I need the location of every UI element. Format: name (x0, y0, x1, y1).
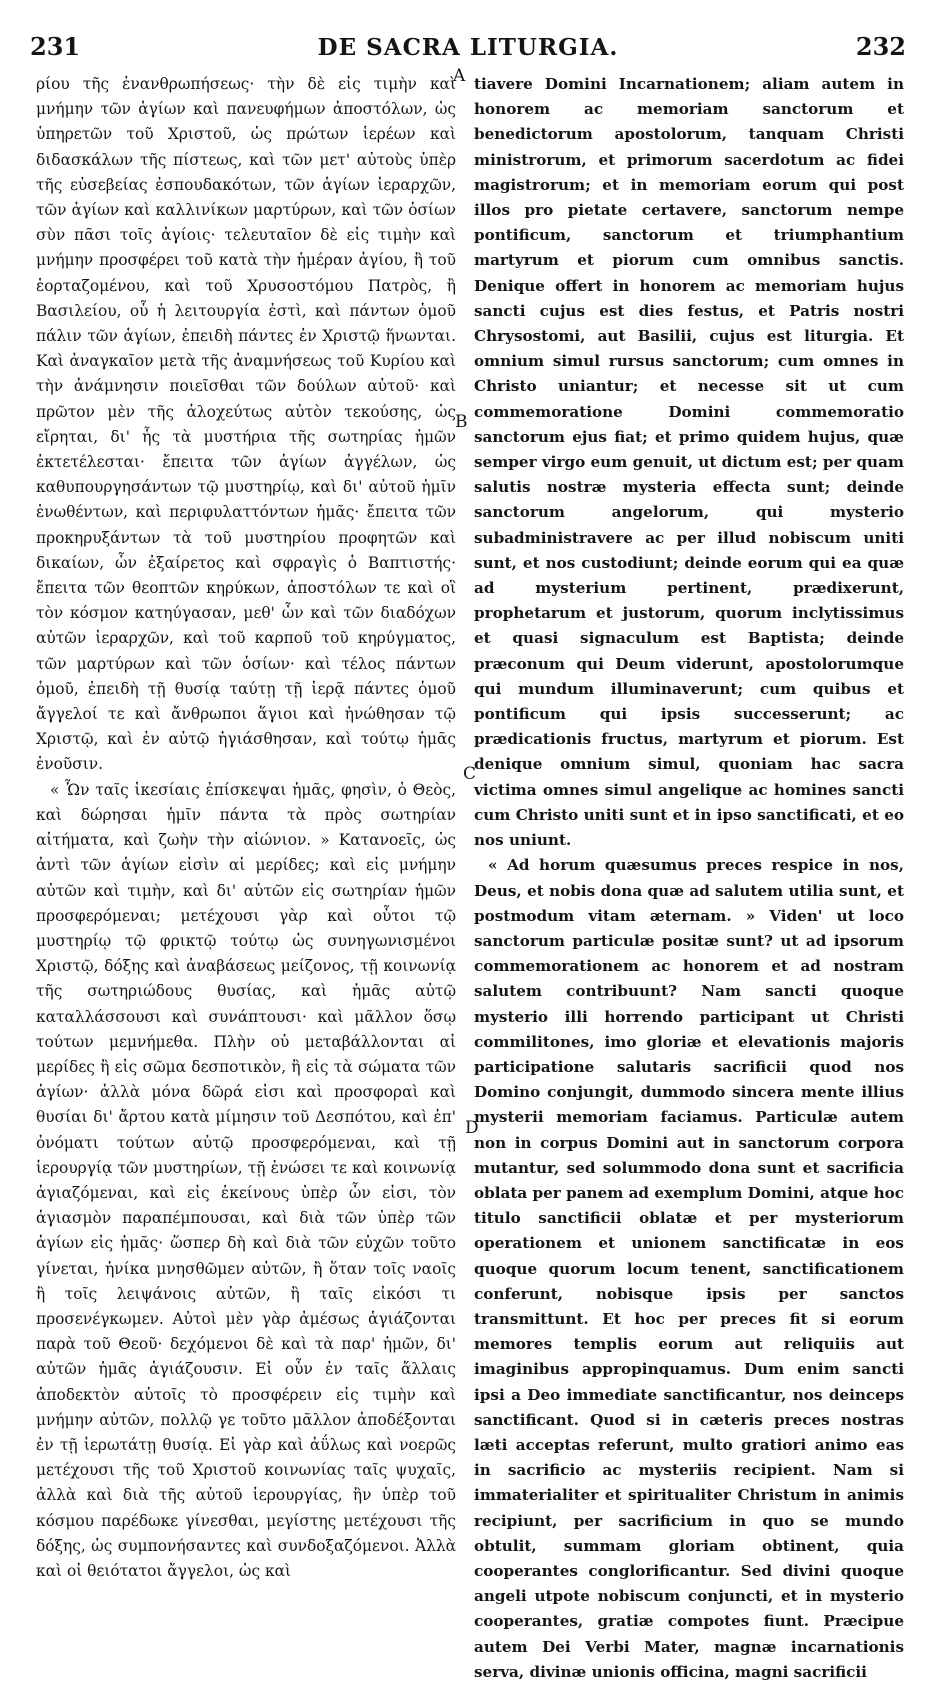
section-marker-c: C (463, 764, 477, 784)
section-marker-a: A (453, 66, 466, 86)
latin-column (474, 72, 904, 1685)
running-head (30, 24, 906, 64)
page-number-left: 231 (30, 32, 81, 61)
greek-column (36, 72, 456, 1584)
section-marker-b: B (455, 412, 468, 432)
page-number-right: 232 (855, 32, 906, 61)
greek-paragraph-1: ρίου τῆς ἐνανθρωπήσεως· τὴν δὲ εἰς τιμὴν καὶ μνήμην τῶν ἁγίων καὶ πανευφήμων ἀποστόλων, ὡς ὑπηρετῶν τοῦ Χριστοῦ, ὡς πρώτων ἱερέων καὶ διδασκάλων τῆς πίστεως, καὶ τῶν μετ' αὐτοὺς ὑπὲρ τῆς εὐσεβείας ἐσπουδακότων, τῶν ἁγίων ἱεραρχῶν, τῶν ἁγίων καὶ καλλινίκων μαρτύρων, καὶ τῶν ὁσίων σὺν πᾶσι τοῖς ἁγίοις· τελευταῖον δὲ εἰς τιμὴν καὶ μνήμην προσφέρει τοῦ κατὰ τὴν ἡμέραν ἁγίου, ἢ τοῦ ἑορταζομένου, καὶ τοῦ Χρυσοστόμου Πατρὸς, ἢ Βασιλείου, οὗ ἡ λειτουργία ἐστὶ, καὶ πάντων ὁμοῦ πάλιν τῶν ἁγίων, ἐπειδὴ πάντες ἐν Χριστῷ ἥνωνται. Καὶ ἀναγκαῖον μετὰ τῆς ἀναμνήσεως τοῦ Κυρίου καὶ τὴν ἀνάμνησιν ποιεῖσθαι τῶν δούλων αὐτοῦ· καὶ πρῶτον μὲν τῆς ἀλοχεύτως αὐτὸν τεκούσης, ὡς εἴρηται, δι' ἧς τὰ μυστήρια τῆς σωτηρίας ἡμῶν ἐκτετέλεσται· ἔπειτα τῶν ἁγίων ἀγγέλων, ὡς καθυπουργησάντων τῷ μυστηρίῳ, καὶ δι' αὐτοῦ ἡμῖν ἑνωθέντων, καὶ περιφυλαττόντων ἡμᾶς· ἔπειτα τῶν προκηρυξάντων τὰ τοῦ μυστηρίου προφητῶν καὶ δικαίων, ὧν ἐξαίρετος καὶ σφραγὶς ὁ Βαπτιστής· ἔπειτα τῶν θεοπτῶν κηρύκων, ἀποστόλων τε καὶ οἳ τὸν κόσμον κατηύγασαν, μεθ' ὧν καὶ τῶν διαδόχων αὐτῶν ἱεραρχῶν, καὶ τοῦ καρποῦ τοῦ κηρύγματος, τῶν μαρτύρων καὶ τῶν ὁσίων· καὶ τέλος πάντων ὁμοῦ, ἐπειδὴ τῇ θυσίᾳ ταύτῃ τῇ ἱερᾷ πάντες ὁμοῦ ἄγγελοί τε καὶ ἄνθρωποι ἅγιοι καὶ ἡνώθησαν τῷ Χριστῷ, καὶ ἐν αὐτῷ ἡγιάσθησαν, καὶ τούτῳ ἡμᾶς ἑνοῦσιν. (36, 75, 456, 774)
running-title: DE SACRA LITURGIA. (317, 34, 619, 61)
latin-paragraph-2: « Ad horum quæsumus preces respice in nos, Deus, et nobis dona quæ ad salutem utilia sunt, et postmodum vitam æternam. » Viden' ut loco sanctorum particulæ positæ sunt? ut ad ipsorum commemorationem ac honorem et ad nostram salutem contribuunt? Nam sancti quoque mysterio illi horrendo participant ut Christi commilitones, imo gloriæ et elevationis majoris participatione salutaris sacrificii quod nos Domino conjungit, dummodo sincera mente illius mysterii memoriam faciamus. Particulæ autem non in corpus Domini aut in sanctorum corpora mutantur, sed solummodo dona sunt et sacrificia oblata per panem ad exemplum Domini, atque hoc titulo sanctificii oblatæ et per mysteriorum operationem et unionem sanctificatæ in eos quoque quorum locum tenent, sanctificationem conferunt, nobisque ipsis per sanctos transmittunt. Et hoc per preces fit si eorum memores templis eorum aut reliquiis aut imaginibus appropinquamus. Dum enim sancti ipsi a Deo immediate sanctificantur, nos deinceps sanctificant. Quod si in cæteris preces nostras læti acceptas referunt, multo gratiori animo eas in sacrificio ac mysteriis recipient. Nam si immaterialiter et spiritualiter Christum in animis recipiunt, per sacrificium in quo se mundo obtulit, summam gloriam obtinent, quia cooperantes conglorificantur. Sed divini quoque angeli utpote nobiscum conjuncti, et in mysterio cooperantes, gratiæ compotes fiunt. Præcipue autem Dei Verbi Mater, magnæ incarnationis serva, divinæ unionis officina, magni sacrificii (474, 856, 904, 1681)
latin-paragraph-1: tiavere Domini Incarnationem; aliam autem in honorem ac memoriam sanctorum et benedictorum apostolorum, tanquam Christi ministrorum, et primorum sacerdotum ac fidei magistrorum; et in memoriam eorum qui post illos pro pietate certavere, sanctorum nempe pontificum, sanctorum et triumphantium martyrum et piorum cum omnibus sanctis. Denique offert in honorem ac memoriam hujus sancti cujus est dies festus, et Patris nostri Chrysostomi, aut Basilii, cujus est liturgia. Et omnium simul rursus sanctorum; cum omnes in Christo uniantur; et necesse sit ut cum commemoratione Domini commemoratio sanctorum ejus fiat; et primo quidem hujus, quæ semper virgo eum genuit, ut dictum est; per quam salutis nostræ mysteria effecta sunt; deinde sanctorum angelorum, qui mysterio subadministravere ac per illud nobiscum uniti sunt, et nos custodiunt; deinde eorum qui ea quæ ad mysterium pertinent, prædixerunt, prophetarum et justorum, quorum inclytissimus et quasi signaculum est Baptista; deinde præconum qui Deum viderunt, apostolorumque qui mundum illuminaverunt; cum quibus et pontificum qui ipsis successerunt; ac prædicationis fructus, martyrum et piorum. Est denique omnium simul, quoniam hac sacra victima omnes simul angelique ac homines sancti cum Christo uniti sunt et in ipso sanctificati, et eo nos uniunt. (474, 75, 904, 850)
section-marker-d: D (465, 1118, 479, 1138)
greek-paragraph-2: « Ὧν ταῖς ἱκεσίαις ἐπίσκεψαι ἡμᾶς, φησὶν, ὁ Θεὸς, καὶ δώρησαι ἡμῖν πάντα τὰ πρὸς σωτηρίαν αἰτήματα, καὶ ζωὴν τὴν αἰώνιον. » Κατανοεῖς, ὡς ἀντὶ τῶν ἁγίων εἰσὶν αἱ μερίδες; καὶ εἰς μνήμην αὐτῶν καὶ τιμὴν, καὶ δι' αὐτῶν εἰς σωτηρίαν ἡμῶν προσφερόμεναι; μετέχουσι γὰρ καὶ οὗτοι τῷ μυστηρίῳ τῷ φρικτῷ τούτῳ ὡς συνηγωνισμένοι Χριστῷ, δόξης καὶ ἀναβάσεως μείζονος, τῇ κοινωνίᾳ τῆς σωτηριώδους θυσίας, καὶ ἡμᾶς αὐτῷ καταλλάσσουσι καὶ συνάπτουσι· καὶ μᾶλλον ὅσῳ τούτων μεμνήμεθα. Πλὴν οὐ μεταβάλλονται αἱ μερίδες ἢ εἰς σῶμα δεσποτικὸν, ἢ εἰς τὰ σώματα τῶν ἁγίων· ἀλλὰ μόνα δῶρά εἰσι καὶ προσφοραὶ καὶ θυσίαι δι' ἄρτου κατὰ μίμησιν τοῦ Δεσπότου, καὶ ἐπ' ὀνόματι τούτων αὐτῷ προσφερόμεναι, καὶ τῇ ἱερουργίᾳ τῶν μυστηρίων, τῇ ἑνώσει τε καὶ κοινωνίᾳ ἁγιαζόμεναι, καὶ εἰς ἐκείνους ὑπὲρ ὧν εἰσι, τὸν ἁγιασμὸν παραπέμπουσαι, καὶ διὰ τῶν ὑπὲρ τῶν ἁγίων εἰς ἡμᾶς· ὥσπερ δὴ καὶ διὰ τῶν εὐχῶν τοῦτο γίνεται, ἡνίκα μνησθῶμεν αὐτῶν, ἢ ὅταν τοῖς ναοῖς ἢ τοῖς λειψάνοις αὐτῶν, ἢ ταῖς εἰκόσι τι προσενέγκωμεν. Αὐτοὶ μὲν γὰρ ἀμέσως ἁγιάζονται παρὰ τοῦ Θεοῦ· δεχόμενοι δὲ καὶ τὰ παρ' ἡμῶν, δι' αὐτῶν ἡμᾶς ἁγιάζουσιν. Εἰ οὖν ἐν ταῖς ἄλλαις ἀποδεκτὸν αὐτοῖς τὸ προσφέρειν εἰς τιμὴν καὶ μνήμην αὐτῶν, πολλῷ γε τοῦτο μᾶλλον ἀποδέξονται ἐν τῇ ἱερωτάτῃ θυσίᾳ. Εἰ γὰρ καὶ ἀΰλως καὶ νοερῶς μετέχουσι τῆς τοῦ Χριστοῦ κοινωνίας ταῖς ψυχαῖς, ἀλλὰ καὶ διὰ τῆς αὐτοῦ ἱερουργίας, ἣν ὑπὲρ τοῦ κόσμου παρέδωκε γίνεσθαι, μεγίστης μετέχουσι τῆς δόξης, ὡς συμπονήσαντες καὶ συνδοξαζόμενοι. Ἀλλὰ καὶ οἱ θειότατοι ἄγγελοι, ὡς καὶ (36, 780, 456, 1580)
